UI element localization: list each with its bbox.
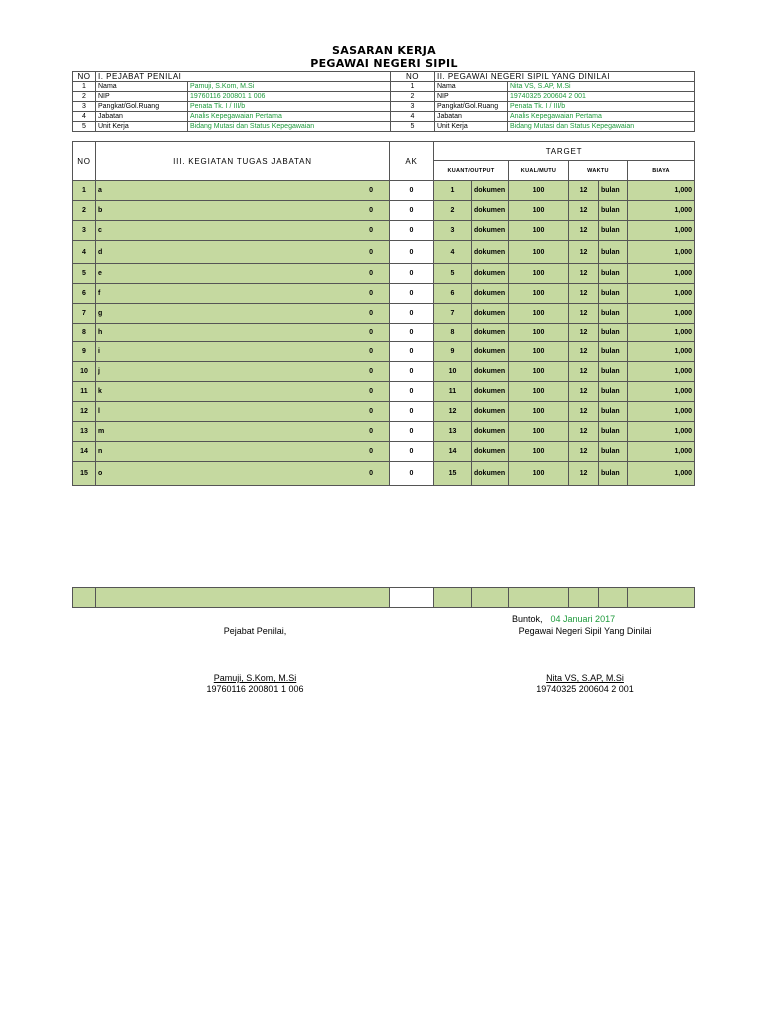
identity-label-left: Jabatan: [96, 112, 188, 122]
row-satuan: bulan: [599, 382, 628, 402]
row-ak: 0: [390, 422, 434, 442]
table-row: [73, 462, 695, 486]
row-target-no: 3: [434, 221, 472, 241]
row-biaya: 1,000: [628, 462, 695, 486]
row-target-no: 11: [434, 382, 472, 402]
row-target-no: 8: [434, 324, 472, 342]
document-title: SASARAN KERJA: [332, 44, 436, 57]
row-ak: 0: [390, 241, 434, 264]
row-kuant-unit: dokumen: [472, 284, 509, 304]
row-no: 1: [73, 181, 96, 201]
row-waktu: 12: [569, 241, 599, 264]
total-row-table: [72, 587, 695, 608]
row-kegiatan-label: c: [98, 227, 102, 234]
row-ak: 0: [390, 181, 434, 201]
total-cell-no: [73, 588, 96, 608]
row-waktu: 12: [569, 181, 599, 201]
row-satuan: bulan: [599, 402, 628, 422]
place-text: Buntok,: [512, 614, 543, 624]
row-ak: 0: [390, 362, 434, 382]
pns-dinilai-value: Bidang Mutasi dan Status Kepegawaian: [508, 122, 695, 132]
row-kegiatan: [96, 382, 390, 402]
row-kegiatan: [96, 442, 390, 462]
identity-row: [73, 122, 695, 132]
row-kuant-unit: dokumen: [472, 402, 509, 422]
table-row: [73, 201, 695, 221]
row-waktu: 12: [569, 422, 599, 442]
row-biaya: 1,000: [628, 382, 695, 402]
pejabat-penilai-signature-name: Pamuji, S.Kom, M.Si: [213, 673, 297, 683]
row-target-no: 6: [434, 284, 472, 304]
row-kegiatan: [96, 462, 390, 486]
row-waktu: 12: [569, 342, 599, 362]
row-waktu: 12: [569, 221, 599, 241]
identity-label-right: NIP: [435, 92, 508, 102]
row-kegiatan: [96, 362, 390, 382]
row-biaya: 1,000: [628, 241, 695, 264]
row-kegiatan-value: 0: [369, 207, 373, 214]
identity-no-left: 1: [73, 82, 96, 92]
row-no: 9: [73, 342, 96, 362]
row-kegiatan-label: n: [98, 448, 103, 455]
row-kual: 100: [509, 422, 569, 442]
row-biaya: 1,000: [628, 284, 695, 304]
row-no: 6: [73, 284, 96, 304]
row-kegiatan: [96, 304, 390, 324]
table-row: [73, 324, 695, 342]
identity-label-left: NIP: [96, 92, 188, 102]
row-target-no: 13: [434, 422, 472, 442]
row-ak: 0: [390, 304, 434, 324]
row-kual: 100: [509, 442, 569, 462]
identity-label-right: Pangkat/Gol.Ruang: [435, 102, 508, 112]
row-waktu: 12: [569, 402, 599, 422]
row-kegiatan: [96, 221, 390, 241]
pejabat-penilai-header: I. PEJABAT PENILAI: [96, 72, 391, 82]
row-no: 14: [73, 442, 96, 462]
pns-dinilai-header: II. PEGAWAI NEGERI SIPIL YANG DINILAI: [435, 72, 695, 82]
identity-no-right: 2: [391, 92, 435, 102]
row-kual: 100: [509, 181, 569, 201]
row-kegiatan: [96, 284, 390, 304]
row-kegiatan-label: e: [98, 270, 102, 277]
row-ak: 0: [390, 462, 434, 486]
row-ak: 0: [390, 382, 434, 402]
row-target-no: 15: [434, 462, 472, 486]
row-kegiatan-value: 0: [369, 368, 373, 375]
row-kuant-unit: dokumen: [472, 241, 509, 264]
row-biaya: 1,000: [628, 324, 695, 342]
total-cell-ak: [390, 588, 434, 608]
table-row: [73, 362, 695, 382]
row-waktu: 12: [569, 264, 599, 284]
table-row: [73, 221, 695, 241]
col-kuant-header: KUANT/OUTPUT: [434, 161, 509, 181]
table-row: [73, 402, 695, 422]
row-kegiatan: [96, 241, 390, 264]
identity-no-left: 2: [73, 92, 96, 102]
row-biaya: 1,000: [628, 342, 695, 362]
row-no: 13: [73, 422, 96, 442]
row-kegiatan-value: 0: [369, 310, 373, 317]
identity-no-left: 5: [73, 122, 96, 132]
identity-no-left: 4: [73, 112, 96, 122]
pns-dinilai-value: Nita VS, S.AP, M.Si: [508, 82, 695, 92]
row-waktu: 12: [569, 324, 599, 342]
identity-no-right: 1: [391, 82, 435, 92]
identity-label-right: Jabatan: [435, 112, 508, 122]
row-no: 2: [73, 201, 96, 221]
row-kegiatan-label: b: [98, 207, 103, 214]
row-kegiatan: [96, 264, 390, 284]
row-kegiatan-value: 0: [369, 348, 373, 355]
row-ak: 0: [390, 284, 434, 304]
col-kegiatan-header: III. KEGIATAN TUGAS JABATAN: [96, 142, 390, 181]
total-cell-waktu: [569, 588, 599, 608]
row-kual: 100: [509, 201, 569, 221]
pns-dinilai-value: Analis Kepegawaian Pertama: [508, 112, 695, 122]
total-cell-kual: [509, 588, 569, 608]
row-no: 8: [73, 324, 96, 342]
row-kual: 100: [509, 462, 569, 486]
row-kegiatan-value: 0: [369, 248, 373, 256]
identity-row: [73, 82, 695, 92]
table-row: [73, 241, 695, 264]
row-ak: 0: [390, 342, 434, 362]
row-satuan: bulan: [599, 284, 628, 304]
row-kuant-unit: dokumen: [472, 201, 509, 221]
place-date: [512, 614, 615, 624]
identity-row: [73, 92, 695, 102]
row-kuant-unit: dokumen: [472, 462, 509, 486]
row-biaya: 1,000: [628, 422, 695, 442]
row-kual: 100: [509, 264, 569, 284]
row-biaya: 1,000: [628, 304, 695, 324]
table-row: [73, 382, 695, 402]
row-biaya: 1,000: [628, 402, 695, 422]
row-kual: 100: [509, 402, 569, 422]
table-header-row-1: [73, 142, 695, 161]
row-satuan: bulan: [599, 442, 628, 462]
col-waktu-header: WAKTU: [569, 161, 628, 181]
table-row: [73, 442, 695, 462]
row-kegiatan-label: l: [98, 408, 100, 415]
row-target-no: 5: [434, 264, 472, 284]
pejabat-penilai-value: Penata Tk. I / III/b: [188, 102, 391, 112]
row-biaya: 1,000: [628, 442, 695, 462]
row-kegiatan-value: 0: [369, 408, 373, 415]
row-kuant-unit: dokumen: [472, 324, 509, 342]
row-no: 3: [73, 221, 96, 241]
row-kegiatan-value: 0: [369, 388, 373, 395]
row-kual: 100: [509, 382, 569, 402]
row-satuan: bulan: [599, 462, 628, 486]
row-target-no: 7: [434, 304, 472, 324]
identity-label-right: Unit Kerja: [435, 122, 508, 132]
row-kegiatan-label: m: [98, 428, 105, 435]
row-kegiatan-value: 0: [369, 290, 373, 297]
row-waktu: 12: [569, 462, 599, 486]
pns-dinilai-value: Penata Tk. I / III/b: [508, 102, 695, 112]
row-target-no: 4: [434, 241, 472, 264]
total-cell-kuant-no: [434, 588, 472, 608]
row-kegiatan-label: d: [98, 248, 103, 256]
row-satuan: bulan: [599, 342, 628, 362]
row-kual: 100: [509, 241, 569, 264]
row-ak: 0: [390, 442, 434, 462]
identity-no-right: 4: [391, 112, 435, 122]
col-biaya-header: BIAYA: [628, 161, 695, 181]
row-no: 4: [73, 241, 96, 264]
row-biaya: 1,000: [628, 362, 695, 382]
row-kegiatan: [96, 324, 390, 342]
total-cell-kuant-unit: [472, 588, 509, 608]
row-satuan: bulan: [599, 241, 628, 264]
row-target-no: 9: [434, 342, 472, 362]
row-kuant-unit: dokumen: [472, 264, 509, 284]
row-kegiatan-label: g: [98, 310, 103, 317]
row-ak: 0: [390, 221, 434, 241]
row-kegiatan: [96, 201, 390, 221]
row-satuan: bulan: [599, 362, 628, 382]
pns-dinilai-signature-nip: 19740325 200604 2 001: [536, 684, 634, 694]
identity-row: [73, 102, 695, 112]
pejabat-penilai-value: Bidang Mutasi dan Status Kepegawaian: [188, 122, 391, 132]
row-kegiatan-label: a: [98, 187, 102, 194]
identity-label-left: Nama: [96, 82, 188, 92]
row-kuant-unit: dokumen: [472, 382, 509, 402]
row-kegiatan: [96, 342, 390, 362]
row-kual: 100: [509, 362, 569, 382]
row-kegiatan-value: 0: [369, 448, 373, 455]
row-ak: 0: [390, 201, 434, 221]
pns-dinilai-value: 19740325 200604 2 001: [508, 92, 695, 102]
row-kegiatan: [96, 402, 390, 422]
row-kual: 100: [509, 221, 569, 241]
row-satuan: bulan: [599, 201, 628, 221]
row-kuant-unit: dokumen: [472, 181, 509, 201]
table-row: [73, 304, 695, 324]
pejabat-penilai-value: Analis Kepegawaian Pertama: [188, 112, 391, 122]
pejabat-penilai-role: Pejabat Penilai,: [223, 626, 287, 636]
row-no: 10: [73, 362, 96, 382]
row-satuan: bulan: [599, 221, 628, 241]
row-satuan: bulan: [599, 264, 628, 284]
row-kegiatan-label: i: [98, 348, 100, 355]
table-row: [73, 264, 695, 284]
row-kegiatan: [96, 181, 390, 201]
kegiatan-table: [72, 141, 695, 486]
col-no-header: NO: [73, 142, 96, 181]
row-kegiatan-label: f: [98, 290, 101, 297]
row-kuant-unit: dokumen: [472, 442, 509, 462]
col-kual-header: KUAL/MUTU: [509, 161, 569, 181]
row-biaya: 1,000: [628, 221, 695, 241]
row-kegiatan-value: 0: [369, 329, 373, 336]
identity-header-row: [73, 72, 695, 82]
pns-dinilai-role: Pegawai Negeri Sipil Yang Dinilai: [518, 626, 652, 636]
col-ak-header: AK: [390, 142, 434, 181]
total-cell-satuan: [599, 588, 628, 608]
table-row: [73, 422, 695, 442]
row-kual: 100: [509, 284, 569, 304]
row-ak: 0: [390, 324, 434, 342]
row-biaya: 1,000: [628, 201, 695, 221]
row-kegiatan: [96, 422, 390, 442]
identity-no-left: 3: [73, 102, 96, 112]
pns-dinilai-signature-name: Nita VS, S.AP, M.Si: [546, 673, 624, 683]
row-kegiatan-value: 0: [369, 470, 373, 477]
row-no: 7: [73, 304, 96, 324]
row-no: 15: [73, 462, 96, 486]
identity-label-left: Unit Kerja: [96, 122, 188, 132]
row-kual: 100: [509, 304, 569, 324]
row-waktu: 12: [569, 382, 599, 402]
row-waktu: 12: [569, 442, 599, 462]
date-text: 04 Januari 2017: [550, 614, 616, 624]
row-kuant-unit: dokumen: [472, 362, 509, 382]
row-biaya: 1,000: [628, 181, 695, 201]
row-waktu: 12: [569, 201, 599, 221]
row-no: 12: [73, 402, 96, 422]
table-row: [73, 284, 695, 304]
row-kegiatan-label: j: [98, 368, 100, 375]
row-kual: 100: [509, 342, 569, 362]
row-kuant-unit: dokumen: [472, 342, 509, 362]
table-row: [73, 342, 695, 362]
row-waktu: 12: [569, 304, 599, 324]
pejabat-penilai-signature-nip: 19760116 200801 1 006: [206, 684, 304, 694]
total-cell-biaya: [628, 588, 695, 608]
row-biaya: 1,000: [628, 264, 695, 284]
col-target-header: TARGET: [434, 142, 695, 161]
total-cell-kegiatan: [96, 588, 390, 608]
row-target-no: 2: [434, 201, 472, 221]
row-target-no: 14: [434, 442, 472, 462]
identity-no-right: 5: [391, 122, 435, 132]
row-satuan: bulan: [599, 304, 628, 324]
total-row: [73, 588, 695, 608]
identity-table: [72, 71, 695, 132]
row-kegiatan-label: k: [98, 388, 102, 395]
table-row: [73, 181, 695, 201]
row-kegiatan-label: h: [98, 329, 103, 336]
row-kuant-unit: dokumen: [472, 422, 509, 442]
pejabat-penilai-value: 19760116 200801 1 006: [188, 92, 391, 102]
row-kegiatan-value: 0: [369, 270, 373, 277]
row-no: 11: [73, 382, 96, 402]
identity-label-right: Nama: [435, 82, 508, 92]
identity-no-right: 3: [391, 102, 435, 112]
row-kegiatan-value: 0: [369, 187, 373, 194]
row-kuant-unit: dokumen: [472, 221, 509, 241]
identity-row: [73, 112, 695, 122]
row-satuan: bulan: [599, 422, 628, 442]
row-target-no: 12: [434, 402, 472, 422]
row-satuan: bulan: [599, 324, 628, 342]
row-target-no: 1: [434, 181, 472, 201]
row-waktu: 12: [569, 362, 599, 382]
document-subtitle: PEGAWAI NEGERI SIPIL: [310, 57, 458, 70]
row-kegiatan-label: o: [98, 470, 103, 477]
identity-label-left: Pangkat/Gol.Ruang: [96, 102, 188, 112]
identity-no-header-right: NO: [391, 72, 435, 82]
row-ak: 0: [390, 402, 434, 422]
row-kegiatan-value: 0: [369, 428, 373, 435]
row-target-no: 10: [434, 362, 472, 382]
row-kegiatan-value: 0: [369, 227, 373, 234]
row-satuan: bulan: [599, 181, 628, 201]
row-ak: 0: [390, 264, 434, 284]
row-waktu: 12: [569, 284, 599, 304]
identity-no-header-left: NO: [73, 72, 96, 82]
row-no: 5: [73, 264, 96, 284]
pejabat-penilai-value: Pamuji, S.Kom, M.Si: [188, 82, 391, 92]
row-kuant-unit: dokumen: [472, 304, 509, 324]
row-kual: 100: [509, 324, 569, 342]
